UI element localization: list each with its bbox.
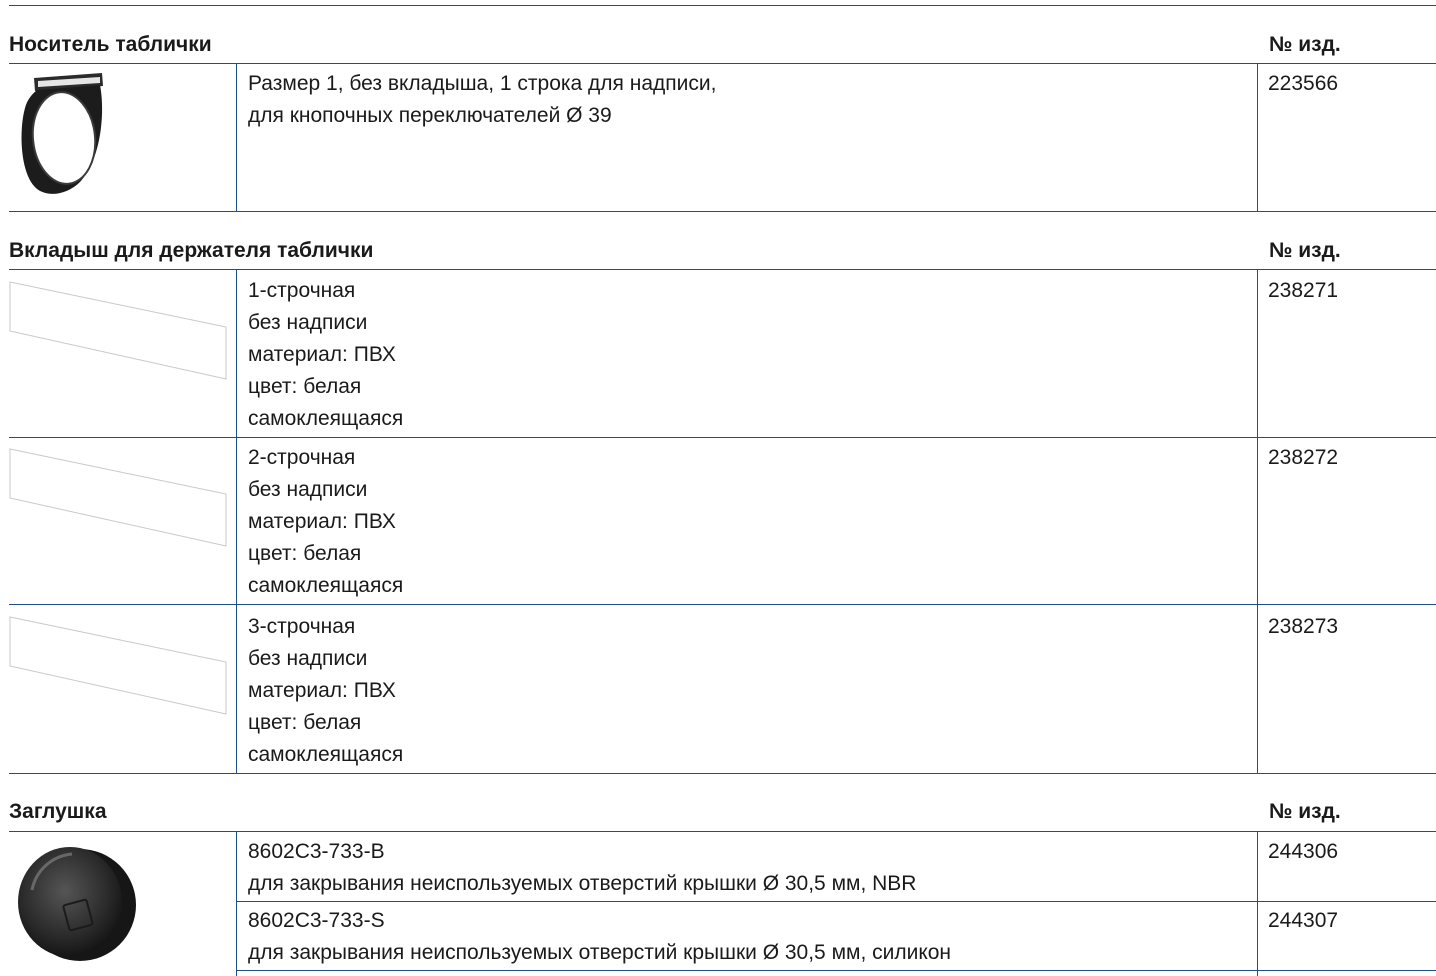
blank-insert-image [8, 279, 230, 383]
description-line: материал: ПВХ [248, 679, 396, 702]
section-title-insert: Вкладыш для держателя таблички [9, 239, 374, 262]
description-line: 2-строчная [248, 446, 356, 469]
row-divider [9, 604, 1436, 605]
article-no-header: № изд. [1269, 800, 1341, 823]
section-title-plug: Заглушка [9, 800, 107, 823]
description-line: 3-строчная [248, 615, 356, 638]
description-line: цвет: белая [248, 711, 362, 734]
section-divider [9, 63, 1436, 64]
description-line: Размер 1, без вкладыша, 1 строка для надписи, [248, 72, 717, 95]
description-line: 8602C3-733-B [248, 840, 385, 863]
description-line: материал: ПВХ [248, 510, 396, 533]
blank-insert-image [8, 614, 230, 718]
description-line: без надписи [248, 647, 368, 670]
section-title-holder: Носитель таблички [9, 33, 212, 56]
description-line: цвет: белая [248, 542, 362, 565]
article-no-header: № изд. [1269, 239, 1341, 262]
section-divider [9, 211, 1436, 212]
column-divider [1257, 269, 1258, 773]
section-divider [9, 773, 1436, 774]
description-line: самоклеящаяся [248, 743, 404, 766]
article-number: 244306 [1268, 840, 1339, 863]
column-divider [236, 831, 237, 976]
article-number: 238271 [1268, 279, 1339, 302]
description-cell [248, 836, 916, 900]
article-no-header: № изд. [1269, 33, 1341, 56]
description-line: 1-строчная [248, 279, 356, 302]
description-line: 8602C3-733-S [248, 909, 385, 932]
top-divider [9, 5, 1436, 6]
section-divider [9, 269, 1436, 270]
description-line: самоклеящаяся [248, 407, 404, 430]
blank-insert-image [8, 446, 230, 550]
blanking-plug-image [10, 842, 140, 964]
label-holder-image [10, 70, 110, 200]
description-line: цвет: белая [248, 375, 362, 398]
description-line: без надписи [248, 311, 368, 334]
description-line: для закрывания неиспользуемых отверстий крышки Ø 30,5 мм, NBR [248, 872, 917, 895]
column-divider [236, 63, 237, 211]
article-number: 244307 [1268, 909, 1339, 932]
description-line: материал: ПВХ [248, 343, 396, 366]
description-line: самоклеящаяся [248, 574, 404, 597]
description-line: для кнопочных переключателей Ø 39 [248, 104, 612, 127]
description-cell [248, 905, 951, 969]
description-cell [248, 442, 403, 602]
row-divider [237, 901, 1436, 902]
row-divider [9, 437, 1436, 438]
article-number: 223566 [1268, 72, 1339, 95]
row-divider [237, 970, 1436, 971]
section-divider [9, 831, 1436, 832]
column-divider [1257, 63, 1258, 211]
description-cell [248, 611, 403, 771]
description-cell [248, 68, 716, 132]
column-divider [236, 269, 237, 773]
column-divider [1257, 831, 1258, 976]
article-number: 238273 [1268, 615, 1339, 638]
description-line: для закрывания неиспользуемых отверстий крышки Ø 30,5 мм, силикон [248, 941, 952, 964]
description-cell [248, 275, 403, 435]
description-line: без надписи [248, 478, 368, 501]
article-number: 238272 [1268, 446, 1339, 469]
